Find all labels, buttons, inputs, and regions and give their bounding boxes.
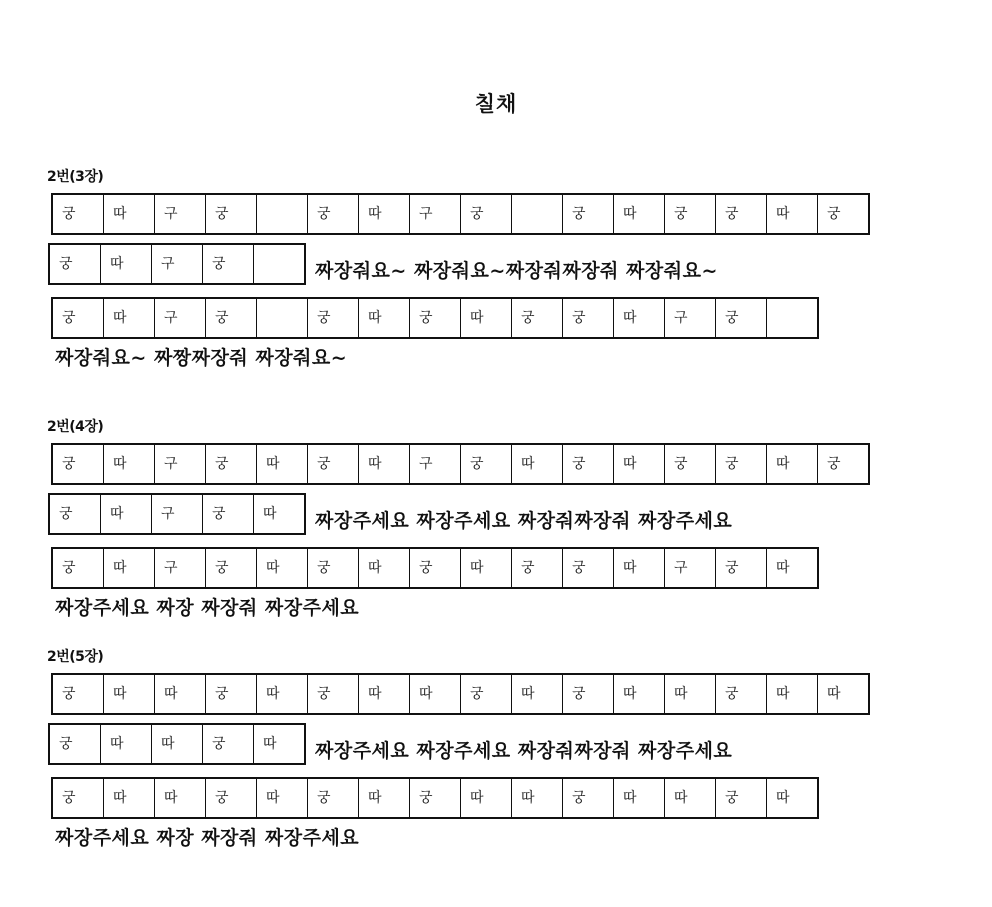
beat-cell: 구 xyxy=(155,549,206,587)
beat-cell: 따 xyxy=(155,675,206,713)
lyric-line: 짜장줘요~ 짜장줘요~짜장줘짜장줘 짜장줘요~ xyxy=(315,260,718,282)
beat-cell xyxy=(512,195,563,233)
beat-cell: 따 xyxy=(665,675,716,713)
beat-cell: 궁 xyxy=(716,549,767,587)
beat-cell: 궁 xyxy=(206,195,257,233)
beat-cell: 궁 xyxy=(50,495,101,533)
beat-cell: 따 xyxy=(101,495,152,533)
lyric-line: 짜장주세요 짜장주세요 짜장줘짜장줘 짜장주세요 xyxy=(315,510,733,532)
beat-cell xyxy=(767,299,818,337)
beat-cell: 궁 xyxy=(203,725,254,763)
beat-cell: 따 xyxy=(257,445,308,483)
beat-cell: 따 xyxy=(359,675,410,713)
beat-cell: 궁 xyxy=(50,725,101,763)
beat-cell: 궁 xyxy=(716,195,767,233)
beat-cell: 따 xyxy=(104,445,155,483)
beat-cell: 따 xyxy=(101,245,152,283)
beat-cell: 따 xyxy=(614,445,665,483)
beat-cell: 궁 xyxy=(461,445,512,483)
beat-cell: 구 xyxy=(155,299,206,337)
beat-cell: 따 xyxy=(254,495,305,533)
beat-cell: 따 xyxy=(767,445,818,483)
beat-cell: 따 xyxy=(359,445,410,483)
beat-row xyxy=(48,243,306,285)
beat-cell: 궁 xyxy=(53,549,104,587)
beat-cell xyxy=(257,299,308,337)
beat-cell: 따 xyxy=(512,675,563,713)
beat-cell: 따 xyxy=(359,299,410,337)
beat-cell: 따 xyxy=(104,299,155,337)
beat-cell: 궁 xyxy=(563,445,614,483)
beat-cell: 궁 xyxy=(53,675,104,713)
beat-cell: 궁 xyxy=(308,675,359,713)
beat-cell xyxy=(254,245,305,283)
beat-cell: 궁 xyxy=(410,549,461,587)
beat-cell: 궁 xyxy=(563,549,614,587)
beat-cell: 따 xyxy=(614,675,665,713)
beat-cell: 궁 xyxy=(53,195,104,233)
beat-cell: 따 xyxy=(104,779,155,817)
beat-cell: 따 xyxy=(359,549,410,587)
beat-cell: 따 xyxy=(512,779,563,817)
beat-cell: 따 xyxy=(614,779,665,817)
beat-cell: 궁 xyxy=(206,299,257,337)
beat-cell: 구 xyxy=(152,245,203,283)
beat-cell: 따 xyxy=(461,779,512,817)
beat-cell: 따 xyxy=(410,675,461,713)
beat-cell: 궁 xyxy=(716,445,767,483)
beat-cell: 궁 xyxy=(563,779,614,817)
beat-cell: 궁 xyxy=(206,549,257,587)
beat-row xyxy=(48,493,306,535)
beat-row xyxy=(48,723,306,765)
beat-row xyxy=(51,673,870,715)
beat-cell: 따 xyxy=(614,299,665,337)
beat-cell: 궁 xyxy=(308,549,359,587)
beat-cell: 따 xyxy=(614,195,665,233)
beat-cell: 궁 xyxy=(410,779,461,817)
beat-cell: 궁 xyxy=(410,299,461,337)
beat-cell: 따 xyxy=(512,445,563,483)
beat-cell: 따 xyxy=(104,195,155,233)
beat-cell: 궁 xyxy=(461,195,512,233)
beat-cell: 따 xyxy=(767,779,818,817)
beat-cell: 따 xyxy=(818,675,869,713)
beat-cell: 따 xyxy=(665,779,716,817)
beat-cell: 궁 xyxy=(512,549,563,587)
section-label: 2번(4장) xyxy=(47,419,104,435)
beat-cell: 구 xyxy=(155,445,206,483)
beat-cell: 따 xyxy=(614,549,665,587)
beat-cell: 궁 xyxy=(206,779,257,817)
beat-cell: 따 xyxy=(767,549,818,587)
beat-cell: 궁 xyxy=(308,779,359,817)
beat-cell: 궁 xyxy=(563,675,614,713)
page-title: 칠채 xyxy=(474,92,518,116)
section-label: 2번(5장) xyxy=(47,649,104,665)
beat-cell: 따 xyxy=(101,725,152,763)
beat-cell: 따 xyxy=(104,549,155,587)
beat-cell: 구 xyxy=(155,195,206,233)
beat-cell: 궁 xyxy=(206,675,257,713)
beat-cell: 구 xyxy=(152,495,203,533)
section-label: 2번(3장) xyxy=(47,169,104,185)
beat-cell: 궁 xyxy=(563,299,614,337)
beat-cell: 궁 xyxy=(818,445,869,483)
beat-cell: 따 xyxy=(767,675,818,713)
beat-cell: 따 xyxy=(254,725,305,763)
beat-cell: 궁 xyxy=(308,445,359,483)
beat-cell: 따 xyxy=(767,195,818,233)
beat-cell: 구 xyxy=(410,445,461,483)
beat-cell xyxy=(257,195,308,233)
beat-row xyxy=(51,777,819,819)
beat-cell: 따 xyxy=(155,779,206,817)
beat-cell: 궁 xyxy=(563,195,614,233)
beat-cell: 구 xyxy=(410,195,461,233)
beat-cell: 궁 xyxy=(716,779,767,817)
beat-cell: 궁 xyxy=(53,445,104,483)
beat-cell: 궁 xyxy=(665,195,716,233)
beat-cell: 궁 xyxy=(665,445,716,483)
beat-cell: 궁 xyxy=(818,195,869,233)
beat-row xyxy=(51,443,870,485)
lyric-line: 짜장주세요 짜장 짜장줘 짜장주세요 xyxy=(55,597,360,619)
lyric-line: 짜장줘요~ 짜짱짜장줘 짜장줘요~ xyxy=(55,347,348,369)
beat-cell: 궁 xyxy=(308,195,359,233)
beat-cell: 따 xyxy=(257,675,308,713)
beat-cell: 따 xyxy=(257,779,308,817)
beat-cell: 구 xyxy=(665,299,716,337)
beat-row xyxy=(51,193,870,235)
lyric-line: 짜장주세요 짜장 짜장줘 짜장주세요 xyxy=(55,827,360,849)
beat-cell: 궁 xyxy=(50,245,101,283)
beat-cell: 따 xyxy=(359,779,410,817)
beat-cell: 궁 xyxy=(53,299,104,337)
beat-cell: 궁 xyxy=(512,299,563,337)
beat-cell: 따 xyxy=(359,195,410,233)
beat-cell: 따 xyxy=(152,725,203,763)
beat-row xyxy=(51,297,819,339)
beat-cell: 궁 xyxy=(206,445,257,483)
lyric-line: 짜장주세요 짜장주세요 짜장줘짜장줘 짜장주세요 xyxy=(315,740,733,762)
beat-cell: 궁 xyxy=(716,299,767,337)
beat-row xyxy=(51,547,819,589)
beat-cell: 궁 xyxy=(716,675,767,713)
beat-cell: 따 xyxy=(461,299,512,337)
beat-cell: 따 xyxy=(257,549,308,587)
beat-cell: 궁 xyxy=(308,299,359,337)
beat-cell: 따 xyxy=(104,675,155,713)
beat-cell: 궁 xyxy=(203,495,254,533)
beat-cell: 구 xyxy=(665,549,716,587)
beat-cell: 궁 xyxy=(53,779,104,817)
beat-cell: 궁 xyxy=(461,675,512,713)
beat-cell: 따 xyxy=(461,549,512,587)
beat-cell: 궁 xyxy=(203,245,254,283)
